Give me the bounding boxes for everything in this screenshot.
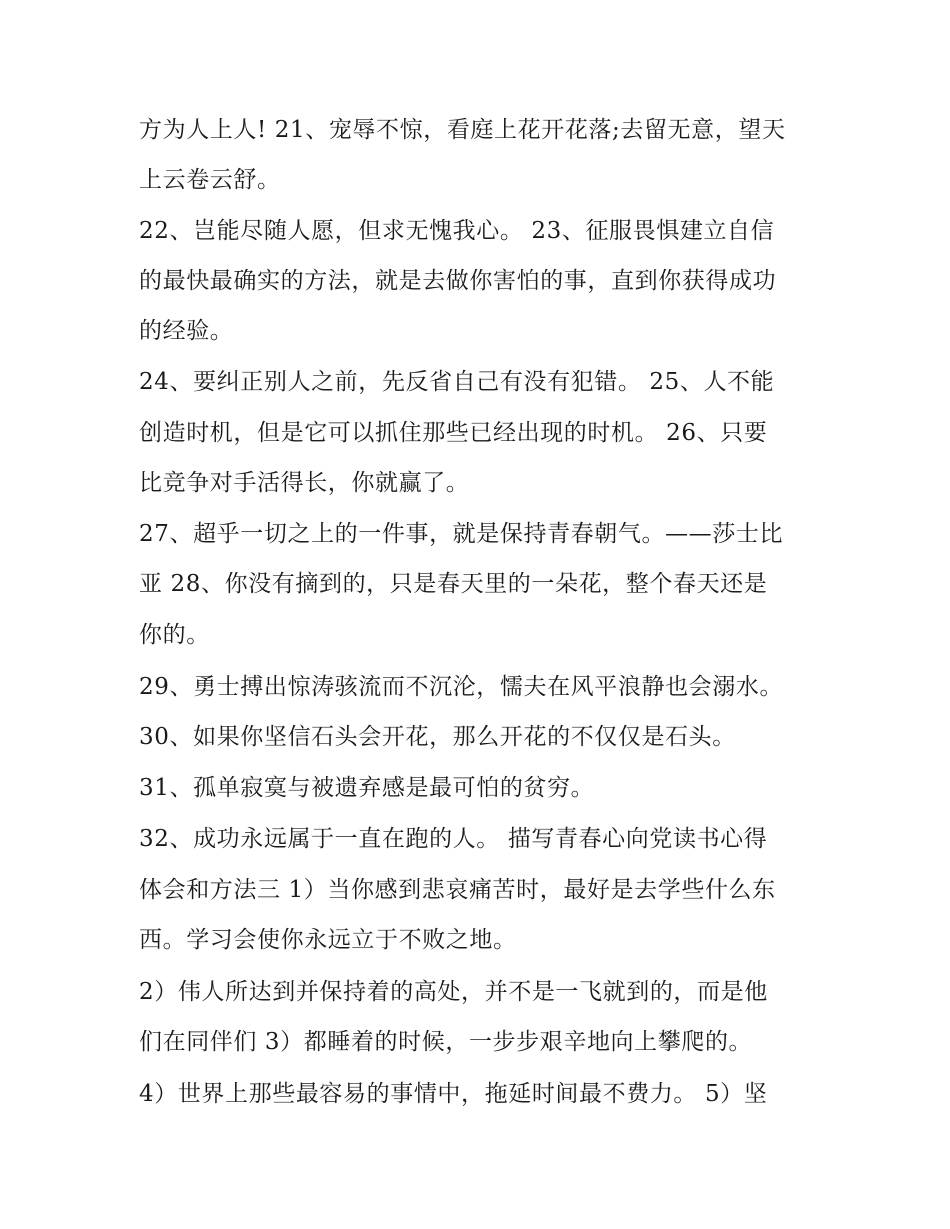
- text-line: 31、孤单寂寞与被遗弃感是最可怕的贫穷。: [139, 775, 595, 801]
- text-line: 27、超乎一切之上的一件事，就是保持青春朝气。——莎士比: [139, 521, 784, 547]
- text-line: 创造时机，但是它可以抓住那些已经出现的时机。 26、只要: [139, 420, 768, 446]
- text-line: 的最快最确实的方法，就是去做你害怕的事，直到你获得成功: [139, 268, 777, 294]
- text-line: 4）世界上那些最容易的事情中，拖延时间最不费力。 5）坚: [139, 1081, 768, 1107]
- text-line: 上云卷云舒。: [139, 167, 281, 193]
- text-line: 22、岂能尽随人愿，但求无愧我心。 23、征服畏惧建立自信: [139, 218, 775, 244]
- text-line: 24、要纠正别人之前，先反省自己有没有犯错。 25、人不能: [139, 369, 775, 395]
- text-line: 比竞争对手活得长，你就赢了。: [139, 470, 470, 496]
- text-line: 西。学习会使你永远立于不败之地。: [139, 927, 517, 953]
- text-line: 你的。: [139, 622, 210, 648]
- text-line: 30、如果你坚信石头会开花，那么开花的不仅仅是石头。: [139, 724, 736, 750]
- text-line: 2）伟人所达到并保持着的高处，并不是一飞就到的，而是他: [139, 979, 768, 1005]
- text-line: 体会和方法三 1）当你感到悲哀痛苦时，最好是去学些什么东: [139, 877, 776, 903]
- text-line: 方为人上人! 21、宠辱不惊，看庭上花开花落;去留无意，望天: [139, 117, 786, 143]
- text-line: 29、勇士搏出惊涛骇流而不沉沦，懦夫在风平浪静也会溺水。: [139, 674, 784, 700]
- text-line: 亚 28、你没有摘到的，只是春天里的一朵花，整个春天还是: [139, 571, 768, 597]
- text-line: 32、成功永远属于一直在跑的人。 描写青春心向党读书心得: [139, 826, 768, 852]
- text-line: 们在同伴们 3）都睡着的时候，一步步艰辛地向上攀爬的。: [139, 1029, 753, 1055]
- text-line: 的经验。: [139, 318, 234, 344]
